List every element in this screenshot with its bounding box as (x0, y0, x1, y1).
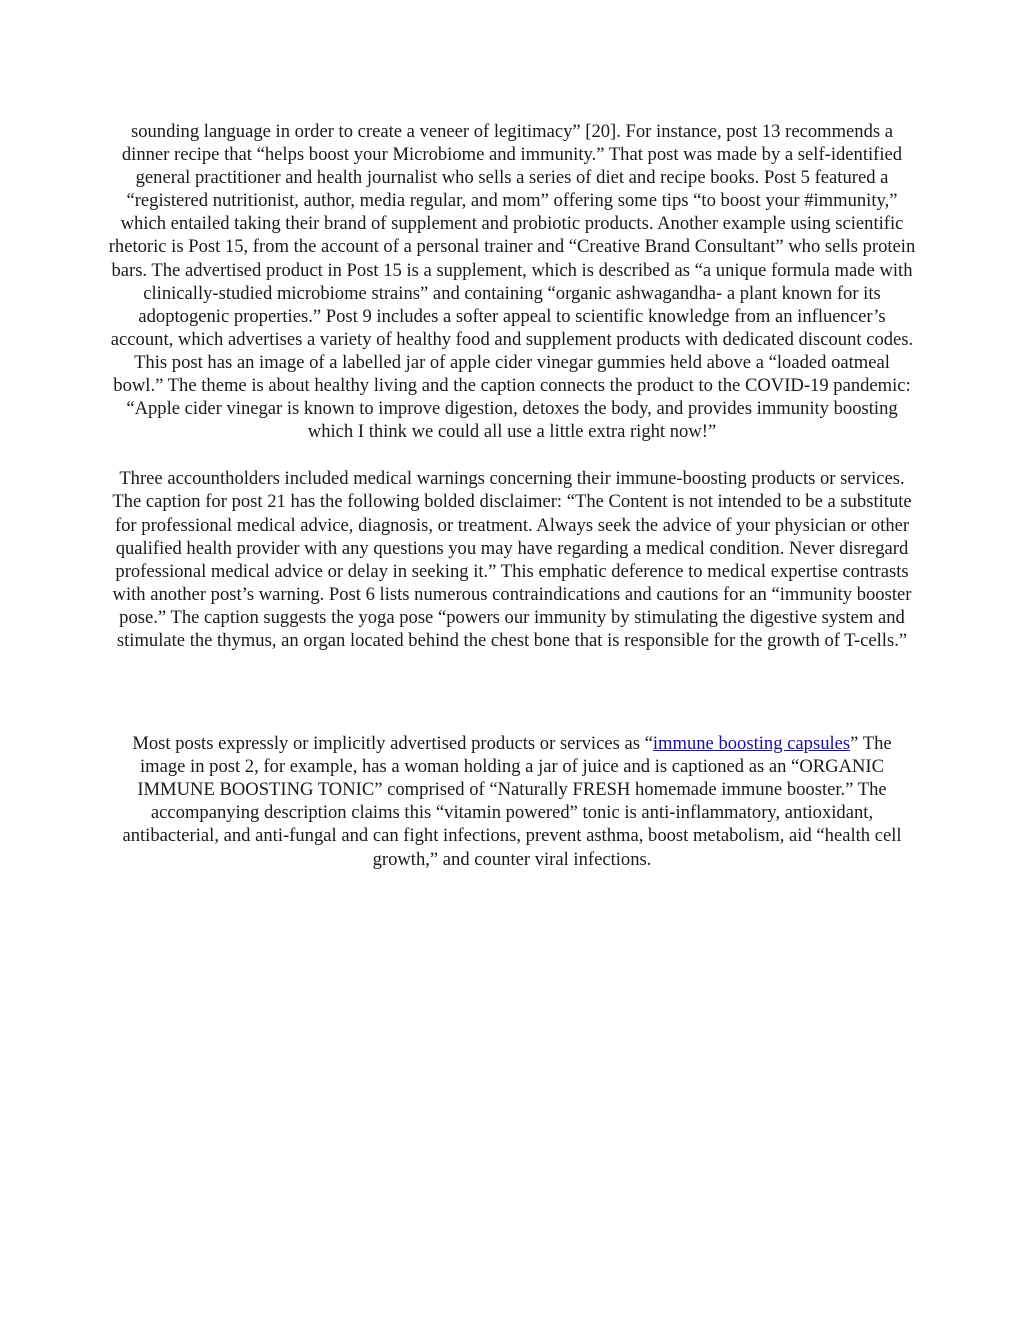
paragraph-medical-warnings: Three accountholders included medical warnings concerning their immune-boosting products or services. The caption for post 21 has the following bolded disclaimer: “The Content is not intended to be a substitute for professional medical advice, diagnosis, or treatment. Always seek the advice of your physician or other qualified health provider with any questions you may have regarding a medical condition. Never disregard professional medical advice or delay in seeking it.” This emphatic deference to medical expertise contrasts with another post’s warning. Post 6 lists numerous contraindications and cautions for an “immunity booster pose.” The caption suggests the yoga pose “powers our immunity by stimulating the digestive system and stimulate the thymus, an organ located behind the chest bone that is responsible for the growth of T-cells.” (112, 468, 912, 651)
document-page (108, 120, 916, 871)
paragraph-text-after-link: ” The image in post 2, for example, has a woman holding a jar of juice and is captioned as an “ORGANIC IMMUNE BOOSTING TONIC” comprised of “Naturally FRESH homemade immune booster.” The accompanying description claims this “vitamin powered” tonic is anti-inflammatory, antioxidant, antibacterial, and anti-fungal and can fight infections, prevent asthma, boost metabolism, aid “health cell growth,” and counter viral infections. (122, 733, 902, 870)
immune-boosting-capsules-link[interactable]: immune boosting capsules (652, 733, 851, 755)
paragraph-scientific-rhetoric: sounding language in order to create a veneer of legitimacy” [20]. For instance, post 13 recommends a dinner recipe that “helps boost your Microbiome and immunity.” That post was made by a self-identified general practitioner and health journalist who sells a series of diet and recipe books. Post 5 featured a “registered nutritionist, author, media regular, and mom” offering some tips “to boost your #immunity,” which entailed taking their brand of supplement and probiotic products. Another example using scientific rhetoric is Post 15, from the account of a personal trainer and “Creative Brand Consultant” who sells protein bars. The advertised product in Post 15 is a supplement, which is described as “a unique formula made with clinically-studied microbiome strains” and containing “organic ashwagandha- a plant known for its adoptogenic properties.” Post 9 includes a softer appeal to scientific knowledge from an influencer’s account, which advertises a variety of healthy food and supplement products with dedicated discount codes. This post has an image of a labelled jar of apple cider vinegar gummies held above a “loaded oatmeal bowl.” The theme is about healthy living and the caption connects the product to the COVID-19 pandemic: “Apple cider vinegar is known to improve digestion, detoxes the body, and provides immunity boosting which I think we could all use a little extra right now!” (108, 121, 916, 443)
paragraph-immune-boosting-products (108, 732, 916, 871)
paragraph-text-before-link: Most posts expressly or implicitly advertised products or services as “ (132, 733, 653, 755)
